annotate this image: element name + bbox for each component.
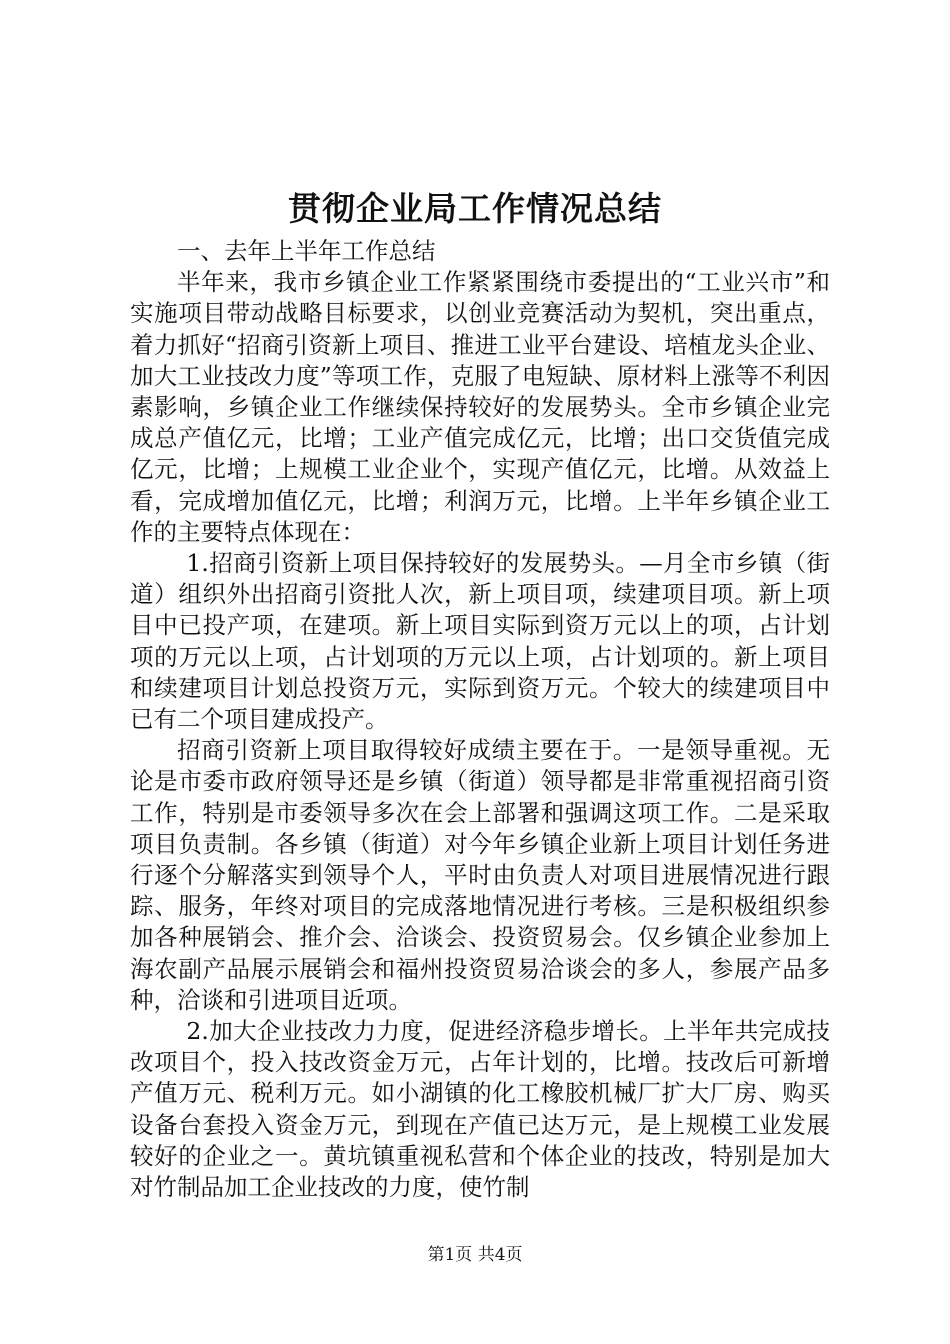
paragraph-item-1: 1.招商引资新上项目保持较好的发展势头。—月全市乡镇（街道）组织外出招商引资批人次，新上项目项，续建项目项。新上项目中已投产项，在建项。新上项目实际到资万元以上的项，占计划项的万元以上项，占计划项的万元以上项，占计划项的。新上项目和续建项目计划总投资万元，实际到资万元。个较大的续建项目中已有二个项目建成投产。 — [130, 549, 830, 734]
paragraph-summary: 半年来，我市乡镇企业工作紧紧围绕市委提出的“工业兴市”和实施项目带动战略目标要求，以创业竞赛活动为契机，突出重点，着力抓好“招商引资新上项目、推进工业平台建设、培植龙头企业、加大工业技改力度”等项工作，克服了电短缺、原材料上涨等不利因素影响，乡镇企业工作继续保持较好的发展势头。全市乡镇企业完成总产值亿元，比增；工业产值完成亿元，比增；出口交货值完成亿元，比增；上规模工业企业个，实现产值亿元，比增。从效益上看，完成增加值亿元，比增；利润万元，比增。上半年乡镇企业工作的主要特点体现在： — [130, 268, 830, 546]
page-number-footer: 第1页 共4页 — [427, 1245, 523, 1265]
paragraph-reasons: 招商引资新上项目取得较好成绩主要在于。一是领导重视。无论是市委市政府领导还是乡镇（街道）领导都是非常重视招商引资工作，特别是市委领导多次在会上部署和强调这项工作。二是采取项目负责制。各乡镇（街道）对今年乡镇企业新上项目计划任务进行逐个分解落实到领导个人，平时由负责人对项目进展情况进行跟踪、服务，年终对项目的完成落地情况进行考核。三是积极组织参加各种展销会、推介会、洽谈会、投资贸易会。仅乡镇企业参加上海农副产品展示展销会和福州投资贸易洽谈会的多人，参展产品多种，洽谈和引进项目近项。 — [130, 736, 830, 1014]
paragraph-item-2: 2.加大企业技改力力度，促进经济稳步增长。上半年共完成技改项目个，投入技改资金万元，占年计划的，比增。技改后可新增产值万元、税利万元。如小湖镇的化工橡胶机械厂扩大厂房、购买设备台套投入资金万元，到现在产值已达万元，是上规模工业发展较好的企业之一。黄坑镇重视私营和个体企业的技改，特别是加大对竹制品加工企业技改的力度，使竹制 — [130, 1017, 830, 1202]
section-heading: 一、去年上半年工作总结 — [177, 237, 436, 265]
document-body — [130, 236, 830, 1203]
document-title: 贯彻企业局工作情况总结 — [288, 189, 662, 228]
